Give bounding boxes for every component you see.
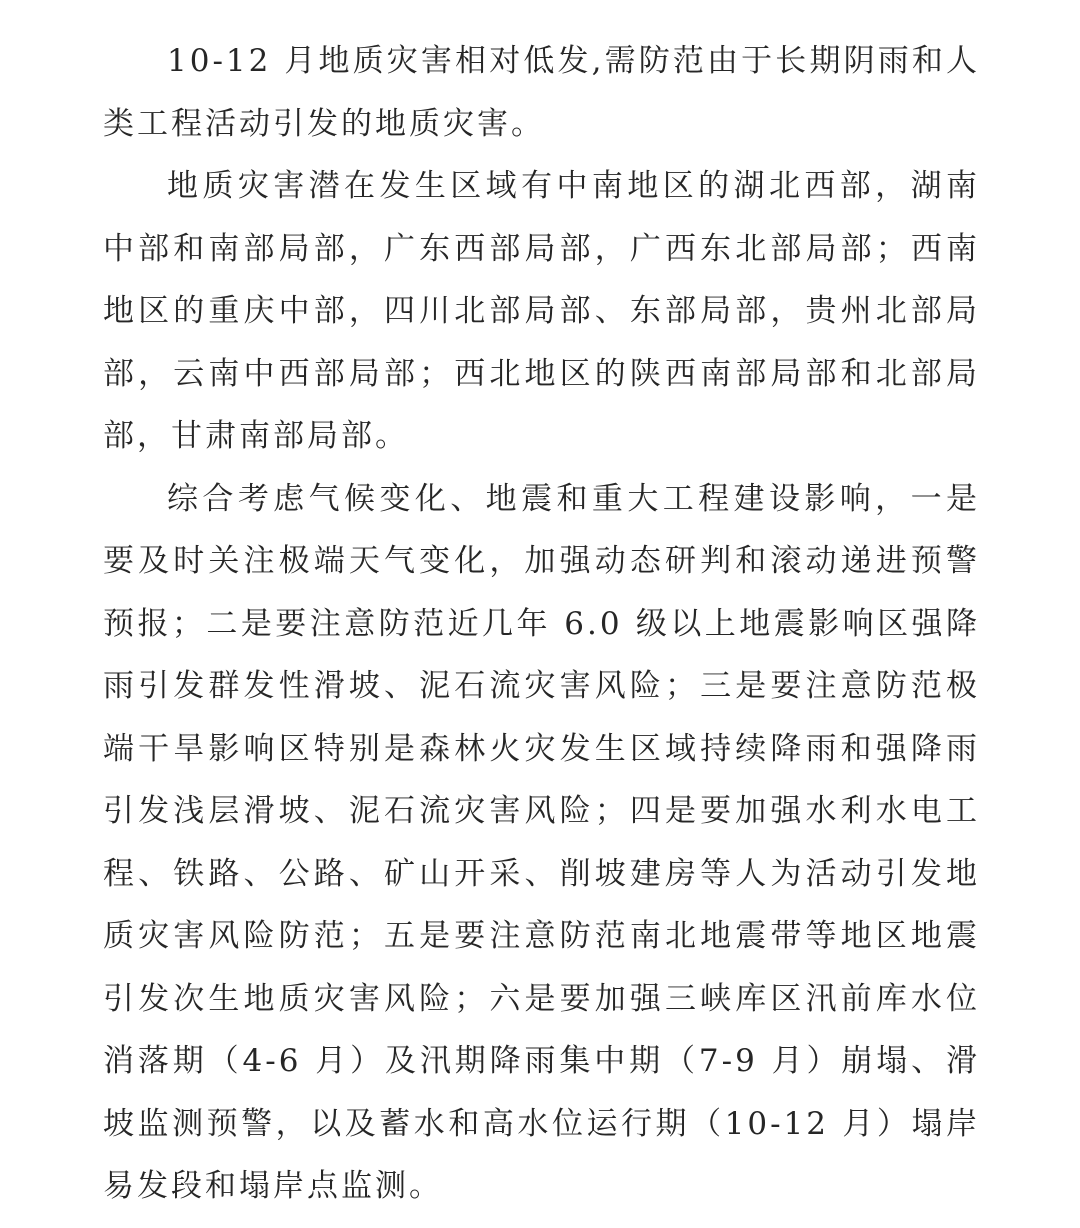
- paragraph-geohazard-period: 10-12 月地质灾害相对低发,需防范由于长期阴雨和人类工程活动引发的地质灾害。: [103, 43, 980, 142]
- paragraph-potential-regions: 地质灾害潜在发生区域有中南地区的湖北西部，湖南中部和南部局部，广东西部局部，广西东北部局部；西南地区的重庆中部，四川北部局部、东部局部，贵州北部局部，云南中西部局部；西北地区的陕西南部局部和北部局部，甘肃南部局部。: [103, 168, 980, 454]
- paragraph-prevention-measures: 综合考虑气候变化、地震和重大工程建设影响，一是要及时关注极端天气变化，加强动态研判和滚动递进预警预报；二是要注意防范近几年 6.0 级以上地震影响区强降雨引发群发性滑坡、泥石流灾害风险；三是要注意防范极端干旱影响区特别是森林火灾发生区域持续降雨和强降雨引发浅层滑坡、泥石流灾害风险；四是要加强水利水电工程、铁路、公路、矿山开采、削坡建房等人为活动引发地质灾害风险防范；五是要注意防范南北地震带等地区地震引发次生地质灾害风险；六是要加强三峡库区汛前库水位消落期（4-6 月）及汛期降雨集中期（7-9 月）崩塌、滑坡监测预警，以及蓄水和高水位运行期（10-12 月）塌岸易发段和塌岸点监测。: [103, 480, 980, 1204]
- document-body: [103, 30, 980, 1218]
